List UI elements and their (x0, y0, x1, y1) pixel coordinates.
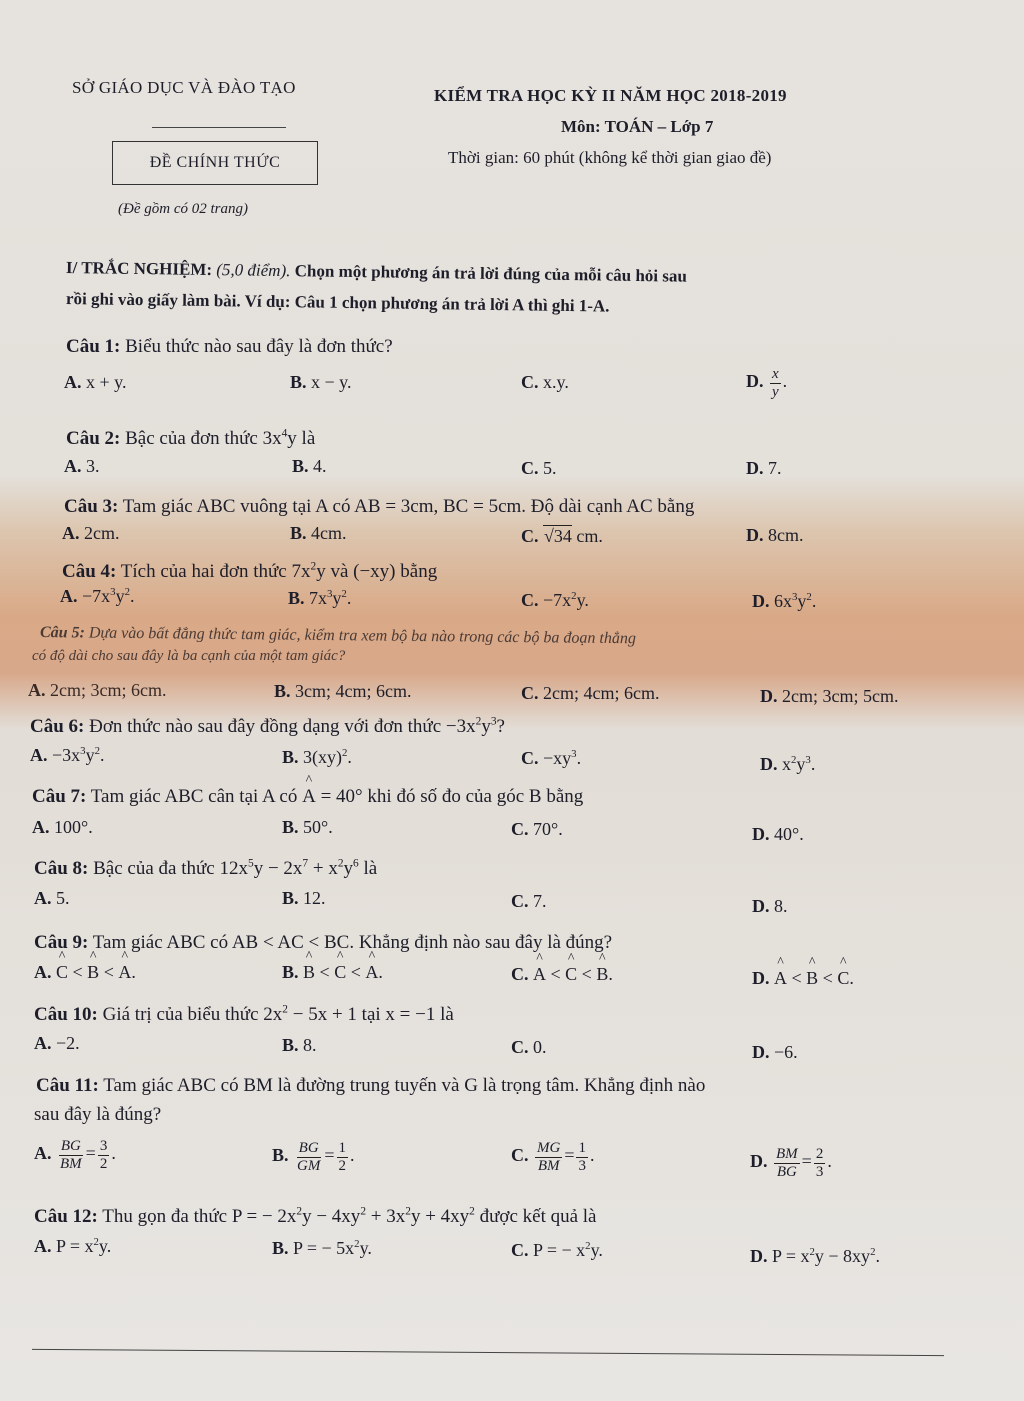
q3-option-a: A. 2cm. (62, 523, 120, 543)
q5-option-b: B. 3cm; 4cm; 6cm. (274, 681, 412, 701)
q5-option-c: C. 2cm; 4cm; 6cm. (521, 683, 660, 703)
q5-option-a: A. 2cm; 3cm; 6cm. (28, 680, 167, 700)
official-label-box (112, 141, 318, 185)
q11-option-c: C. $\frac{MG}{BM}$ = $\frac{1}{3}$ . (511, 1140, 595, 1174)
q9-option-a: A. ^ C < ^ B < ^ A. (34, 962, 136, 983)
q12-option-d: D. $P = x^2y - 8xy^2$. (750, 1246, 880, 1266)
q12-option-b: B. P = − $5x^2y$. (272, 1238, 372, 1258)
header-divider (152, 127, 286, 128)
q8-option-c: C. 7. (511, 891, 547, 911)
fraction-x-over-y: $\frac{x}{y}$ (772, 366, 779, 400)
q9-option-d: D. ^ A < ^ B < ^ C. (752, 968, 854, 989)
q4-option-c: C. $-7x^2y$. (521, 590, 589, 610)
q6-option-c: C. $-xy^3$. (521, 748, 582, 768)
section-instruction-1: Chọn một phương án trả lời đúng của mỗi câu hỏi sau (294, 261, 688, 286)
q10-option-c: C. 0. (511, 1037, 547, 1057)
issuer-department: SỞ GIÁO DỤC VÀ ĐÀO TẠO (72, 78, 296, 97)
page-count-note: (Đề gồm có 02 trang) (118, 201, 248, 217)
section-points: (5,0 điểm). (216, 260, 291, 281)
q3-option-c: C. √34 cm. (521, 526, 603, 546)
q4-option-b: B. $7x^3y^2$. (288, 588, 352, 608)
question-3: Câu 3: Tam giác ABC vuông tại A có AB = 3cm, BC = 5cm. Độ dài cạnh AC bằng (64, 496, 695, 517)
q8-option-b: B. 12. (282, 888, 326, 908)
question-7: Câu 7: Tam giác ABC cân tại A có ^ A = 40° khi đó số đo của góc B bằng (32, 786, 583, 808)
q5-option-d: D. 2cm; 3cm; 5cm. (760, 686, 899, 706)
q6-option-b: B. 3(xy)$^2$. (282, 747, 352, 767)
q10-option-d: D. −6. (752, 1042, 798, 1062)
q7-option-d: D. 40°. (752, 824, 804, 844)
q9-option-c: C. ^ A < ^ C < ^ B. (511, 964, 613, 985)
question-4: Câu 4: Tích của hai đơn thức $7x^2y$ và (−xy) bằng (62, 560, 438, 582)
q2-option-b: B. 4. (292, 456, 327, 476)
question-10: Câu 10: Giá trị của biểu thức $2x^2 - 5x + 1$ tại x = −1 là (34, 1003, 454, 1025)
q4-option-d: D. $6x^3y^2$. (752, 591, 817, 611)
q3-option-b: B. 4cm. (290, 523, 347, 543)
question-6: Câu 6: Đơn thức nào sau đây đồng dạng với đơn thức $-3x^2y^3$? (30, 715, 505, 737)
q10-option-b: B. 8. (282, 1035, 317, 1055)
q1-option-b: B. x − y. (290, 372, 352, 392)
q4-option-a: A. $-7x^3y^2$. (60, 586, 135, 606)
question-11: Câu 11: Tam giác ABC có BM là đường trung tuyến và G là trọng tâm. Khẳng định nào (36, 1075, 706, 1096)
question-12: Câu 12: Thu gọn đa thức P = − $2x^2y - 4xy^2 + 3x^2y + 4xy^2$ được kết quả là (34, 1205, 597, 1227)
q1-option-c: C. x.y. (521, 372, 569, 392)
q1-option-d: D. $\frac{x}{y}$ . (746, 366, 788, 400)
question-2: Câu 2: Bậc của đơn thức $3x^4y$ là (66, 427, 316, 449)
exam-subject: Môn: TOÁN – Lớp 7 (561, 117, 714, 136)
q9-option-b: B. ^ B < ^ C < ^ A. (282, 962, 383, 983)
section-title: I/ TRẮC NGHIỆM: (65, 258, 213, 280)
q12-option-a: A. $P = x^2y$. (34, 1236, 112, 1256)
question-11-line-2: sau đây là đúng? (34, 1104, 162, 1125)
q10-option-a: A. −2. (34, 1033, 80, 1053)
q2-option-c: C. 5. (521, 458, 557, 478)
q7-option-c: C. 70°. (511, 819, 563, 839)
q8-option-d: D. 8. (752, 896, 788, 916)
q11-option-d: D. $\frac{BM}{BG}$ = $\frac{2}{3}$ . (750, 1146, 832, 1180)
q1-option-a: A. x + y. (64, 372, 127, 392)
q2-option-a: A. 3. (64, 456, 100, 476)
q12-option-c: C. P = − $x^2y$. (511, 1240, 603, 1260)
question-5-line-2: có độ dài cho sau đây là ba cạnh của một tam giác? (32, 648, 346, 664)
q8-option-a: A. 5. (34, 888, 70, 908)
official-label: ĐỀ CHÍNH THỨC (149, 154, 281, 171)
q6-option-a: A. $-3x^3y^2$. (30, 745, 105, 765)
exam-title: KIỂM TRA HỌC KỲ II NĂM HỌC 2018-2019 (434, 86, 787, 105)
section-heading (66, 258, 687, 287)
question-8: Câu 8: Bậc của đa thức $12x^5y - 2x^7 + x^2y^6$ là (34, 857, 378, 879)
question-5: Câu 5: Dựa vào bất đẳng thức tam giác, kiểm tra xem bộ ba nào trong các bộ ba đoạn thẳng (39, 624, 636, 648)
q7-option-a: A. 100°. (32, 817, 93, 837)
footer-rule (32, 1349, 944, 1357)
question-1: Câu 1: Biểu thức nào sau đây là đơn thức? (66, 336, 393, 357)
q6-option-d: D. $x^2y^3$. (760, 754, 816, 774)
q7-option-b: B. 50°. (282, 817, 333, 837)
exam-duration: Thời gian: 60 phút (không kể thời gian giao đề) (448, 148, 772, 167)
q11-option-b: B. $\frac{BG}{GM}$ = $\frac{1}{2}$ . (272, 1140, 355, 1174)
q2-option-d: D. 7. (746, 458, 782, 478)
question-9: Câu 9: Tam giác ABC có AB < AC < BC. Khẳng định nào sau đây là đúng? (34, 932, 613, 953)
section-instruction-line-2: rồi ghi vào giấy làm bài. Ví dụ: Câu 1 chọn phương án trả lời A thì ghi 1-A. (65, 289, 610, 316)
q3-option-d: D. 8cm. (746, 525, 804, 545)
q11-option-a: A. $\frac{BG}{BM}$ = $\frac{3}{2}$ . (34, 1138, 116, 1172)
